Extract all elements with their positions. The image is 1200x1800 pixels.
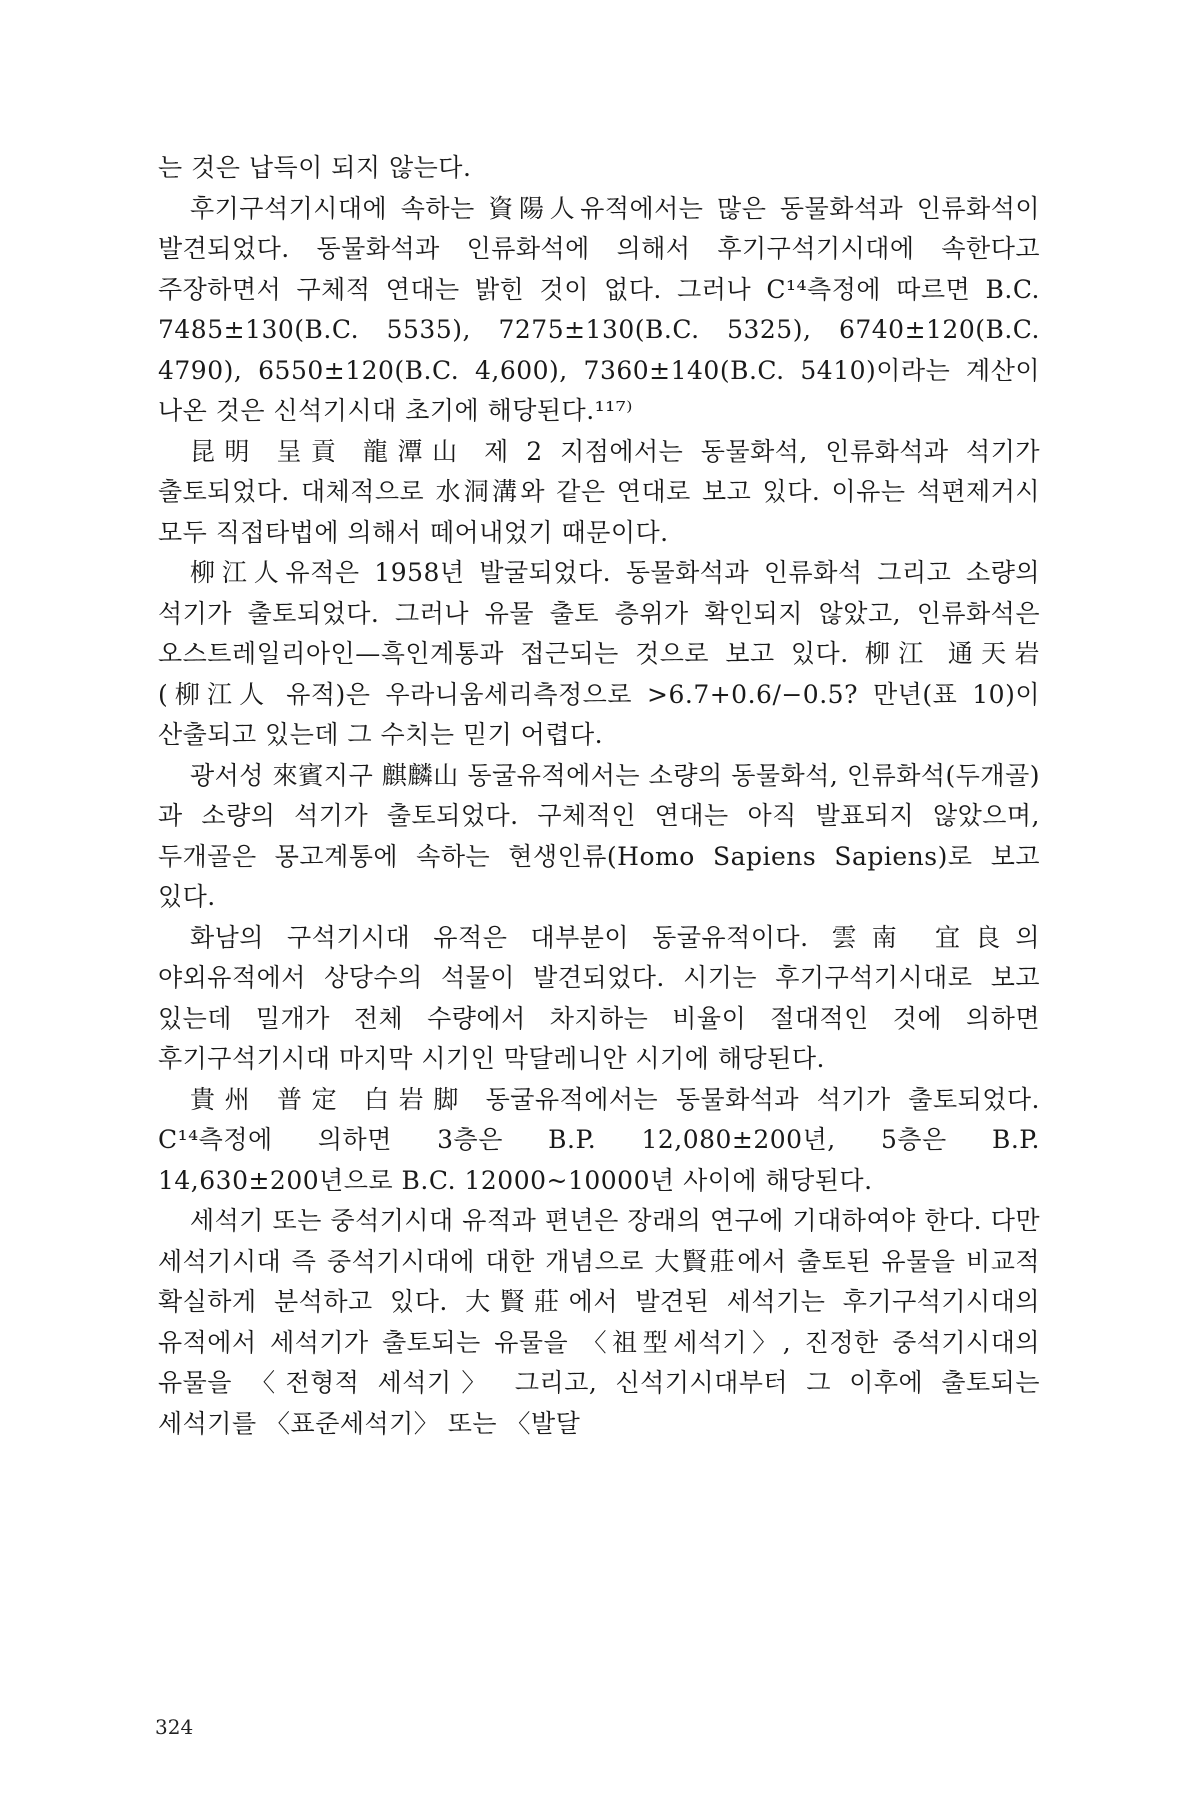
page-number: 324 (155, 1715, 194, 1739)
paragraph-7: 貴州 普定 白岩脚 동굴유적에서는 동물화석과 석기가 출토되었다. C¹⁴측정에 의하면 3층은 B.P. 12,080±200년, 5층은 B.P. 14,630±200년으로 B.C. 12000~10000년 사이에 해당된다. (158, 1084, 1040, 1195)
paragraph-6: 화남의 구석기시대 유적은 대부분이 동굴유적이다. 雲南 宜良의 야외유적에서 상당수의 석물이 발견되었다. 시기는 후기구석기시대로 보고 있는데 밀개가 전체 수량에서 차지하는 비율이 절대적인 것에 의하면 후기구석기시대 마지막 시기인 막달레니안 시기에 해당된다. (158, 922, 1040, 1073)
paragraph-2: 후기구석기시대에 속하는 資陽人유적에서는 많은 동물화석과 인류화석이 발견되었다. 동물화석과 인류화석에 의해서 후기구석기시대에 속한다고 주장하면서 구체적 연대는 밝힌 것이 없다. 그러나 C¹⁴측정에 따르면 B.C. 7485±130(B.C. 5535), 7275±130(B.C. 5325), 6740±120(B.C. 4790), 6550±120(B.C. 4,600), 7360±140(B.C. 5410)이라는 계산이 나온 것은 신석기시대 초기에 해당된다.¹¹⁷⁾ (158, 193, 1040, 425)
paragraph-5: 광서성 來賓지구 麒麟山 동굴유적에서는 소량의 동물화석, 인류화석(두개골)과 소량의 석기가 출토되었다. 구체적인 연대는 아직 발표되지 않았으며, 두개골은 몽고계통에 속하는 현생인류(Homo Sapiens Sapiens)로 보고 있다. (158, 760, 1040, 911)
paragraph-4: 柳江人유적은 1958년 발굴되었다. 동물화석과 인류화석 그리고 소량의 석기가 출토되었다. 그러나 유물 출토 층위가 확인되지 않았고, 인류화석은 오스트레일리아인—흑인계통과 접근되는 것으로 보고 있다. 柳江 通天岩(柳江人 유적)은 우라니움세리측정으로 >6.7+0.6/−0.5? 만년(표 10)이 산출되고 있는데 그 수치는 믿기 어렵다. (158, 558, 1040, 749)
body-text (158, 148, 1040, 1444)
paragraph-8: 세석기 또는 중석기시대 유적과 편년은 장래의 연구에 기대하여야 한다. 다만 세석기시대 즉 중석기시대에 대한 개념으로 大賢莊에서 출토된 유물을 비교적 확실하게 분석하고 있다. 大賢莊에서 발견된 세석기는 후기구석기시대의 유적에서 세석기가 출토되는 유물을 〈祖型세석기〉, 진정한 중석기시대의 유물을 〈전형적 세석기〉 그리고, 신석기시대부터 그 이후에 출토되는 세석기를 〈표준세석기〉 또는 〈발달 (158, 1206, 1040, 1438)
paragraph-3: 昆明 呈貢 龍潭山 제 2 지점에서는 동물화석, 인류화석과 석기가 출토되었다. 대체적으로 水洞溝와 같은 연대로 보고 있다. 이유는 석편제거시 모두 직접타법에 의해서 떼어내었기 때문이다. (158, 436, 1040, 547)
paragraph-1: 는 것은 납득이 되지 않는다. (158, 153, 472, 182)
